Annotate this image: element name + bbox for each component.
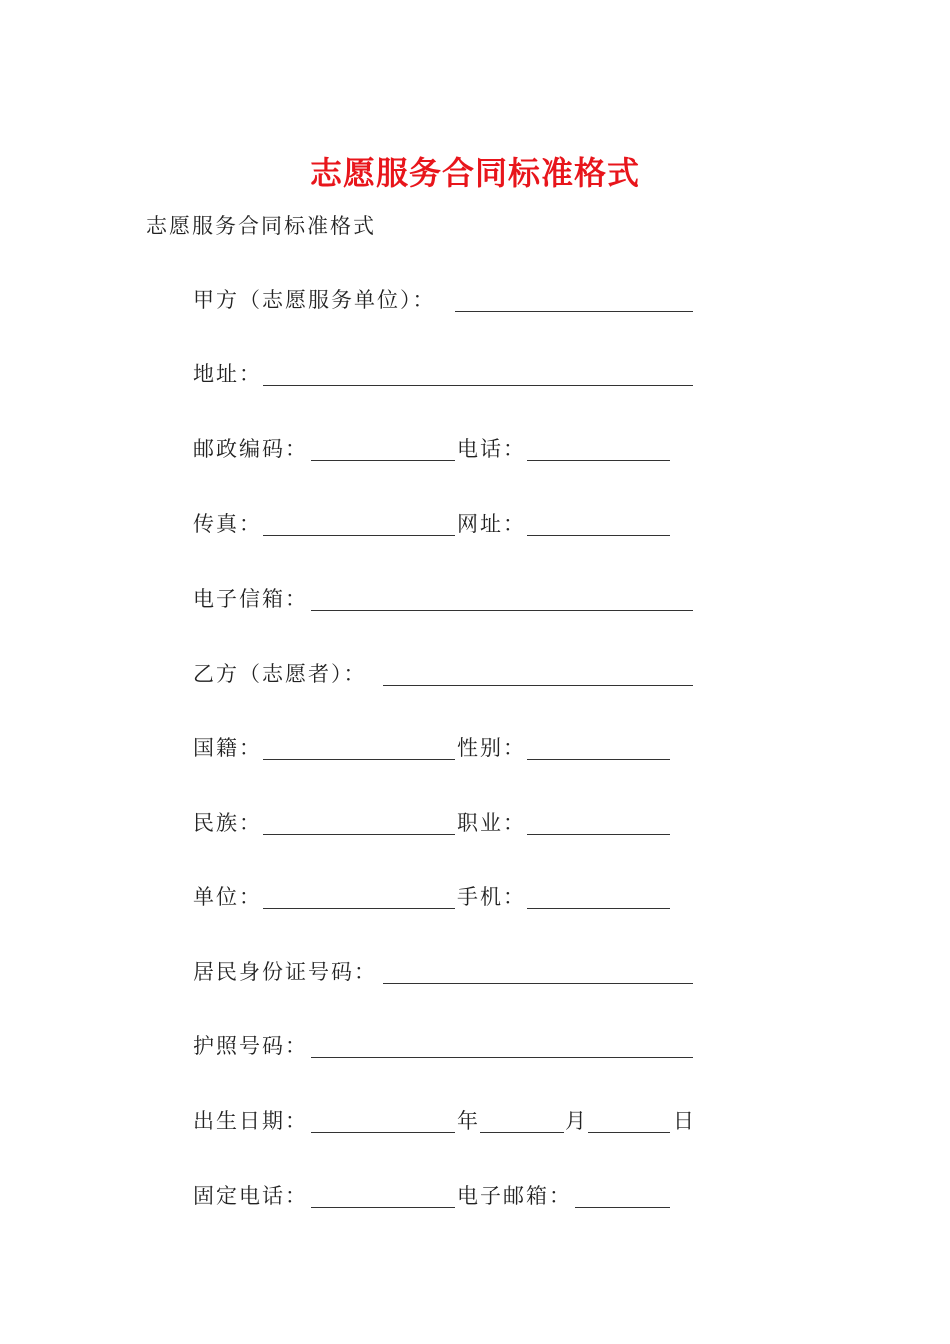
year-label: 年 — [457, 1109, 480, 1133]
month-label: 月 — [565, 1109, 588, 1133]
email-a-blank[interactable] — [311, 610, 693, 611]
gender-label: 性别： — [457, 736, 526, 760]
email-a-label: 电子信箱： — [193, 587, 308, 611]
website-blank[interactable] — [527, 535, 670, 536]
party-b-blank[interactable] — [383, 685, 693, 686]
postcode-blank[interactable] — [311, 460, 455, 461]
ethnicity-label: 民族： — [193, 811, 262, 835]
fax-label: 传真： — [193, 512, 262, 536]
party-b-label: 乙方（志愿者）： — [193, 662, 367, 686]
mobile-label: 手机： — [457, 885, 526, 909]
postcode-label: 邮政编码： — [193, 437, 308, 461]
id-number-label: 居民身份证号码： — [193, 960, 377, 984]
gender-blank[interactable] — [527, 759, 670, 760]
email-b-blank[interactable] — [575, 1207, 670, 1208]
birth-day-blank[interactable] — [588, 1132, 670, 1133]
passport-label: 护照号码： — [193, 1034, 308, 1058]
address-label: 地址： — [193, 362, 262, 386]
ethnicity-blank[interactable] — [263, 834, 455, 835]
nationality-blank[interactable] — [263, 759, 455, 760]
email-b-label: 电子邮箱： — [457, 1184, 572, 1208]
party-a-blank[interactable] — [455, 311, 693, 312]
address-blank[interactable] — [263, 385, 693, 386]
birth-month-blank[interactable] — [480, 1132, 564, 1133]
website-label: 网址： — [457, 512, 526, 536]
id-number-blank[interactable] — [383, 983, 693, 984]
birth-year-blank[interactable] — [311, 1132, 455, 1133]
birth-date-label: 出生日期： — [193, 1109, 308, 1133]
nationality-label: 国籍： — [193, 736, 262, 760]
landline-label: 固定电话： — [193, 1184, 308, 1208]
fax-blank[interactable] — [263, 535, 455, 536]
employer-blank[interactable] — [263, 908, 455, 909]
day-label: 日 — [673, 1109, 696, 1133]
landline-blank[interactable] — [311, 1207, 455, 1208]
party-a-label: 甲方（志愿服务单位）： — [193, 288, 436, 312]
document-subtitle: 志愿服务合同标准格式 — [146, 214, 376, 238]
phone-blank[interactable] — [527, 460, 670, 461]
passport-blank[interactable] — [311, 1057, 693, 1058]
document-title: 志愿服务合同标准格式 — [309, 154, 640, 192]
occupation-label: 职业： — [457, 811, 526, 835]
occupation-blank[interactable] — [527, 834, 670, 835]
employer-label: 单位： — [193, 885, 262, 909]
mobile-blank[interactable] — [527, 908, 670, 909]
phone-label: 电话： — [457, 437, 526, 461]
